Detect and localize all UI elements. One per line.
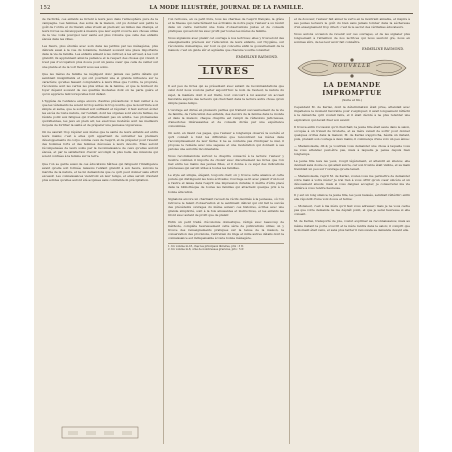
article-paragraph: Les fleurs, plus étudiés avec soin dans les jardins par les ménagères, plus délicats aussi à la vue du botaniste, tiennent souvent une place importante dans la vie de famille. Les enfants aiment à les cultiver, à les arroser, à les voir grandir; ils apprennent ainsi la patience et le respect des choses qui vivent; il n'est pas d'occupation plus douce pour un jeune cœur que celle de veiller sur une plante et de la voir fleurir sous ses soins. [42,44,158,69]
column-divider [289,17,290,444]
article-paragraph: de l'activité, ces enfants se livrent à leurs jeux dans l'atmosphère pure de la campagne. Les femmes, des soins de la maison, ont pu donner aux petits le goût de l'ordre et du travail; elles vivent en plein air, au milieu des champs, et leurs forces se développent à mesure que leur esprit s'ouvre aux choses utiles de la vie; voilà pourquoi leur santé est plus robuste que celle des enfants élevés dans les villes. [42,17,158,42]
article-paragraph: On sent, en lisant ces pages, que l'auteur a longtemps observé la société et qu'il connaît à fond les difficultés que rencontrent les mères dans l'accomplissement de leur tâche; il ne se contente pas d'indiquer le mal, il propose le remède avec une sagesse et une modération qui donnent à ses paroles une autorité incontestable. [168,130,284,152]
article-paragraph: Il est peu de livres qui se présentent avec autant de recommandations que celui dont nous voulons parler aujourd'hui: le nom de l'auteur, la nature du sujet, la manière dont il est traité, tout concourt à lui assurer un accueil favorable auprès des lecteurs qui cherchent dans la lecture autre chose qu'un simple passe-temps. [168,84,284,105]
author-signature: EMMELINE RAYMOND. [362,47,404,52]
page-number: 152 [40,5,51,11]
article-paragraph: On ne saurait trop répéter aux mères que la santé de leurs enfants est entre leurs mains; c'est à elles qu'il appartient de surveiller les premiers développements du corps comme ceux de l'esprit, et de préparer pour l'avenir des hommes forts et des femmes dévouées à leurs devoirs. Elles seront récompensées de leurs soins par la reconnaissance de ceux qu'elles auront élevés, et par la satisfaction d'avoir accompli la plus belle des missions qui soient confiées à la femme sur la terre. [42,130,158,159]
column-left [42,17,158,444]
article-paragraph: Nous signalons avec plaisir cet ouvrage à nos lectrices; elles y trouveront des enseignements précieux sur l'éducation de leurs enfants, sur l'hygiène, sur l'économie domestique, sur tout ce qui concerne enfin le gouvernement de la maison; c'est un guide sûr et agréable que chacune voudra consulter. [168,36,284,53]
column-middle [168,17,284,444]
story-subtitle: (Suite et fin.) [341,98,363,103]
article-paragraph: Que l'on se garde aussi de ces éducations hâtives qui fatiguent l'intelligence avant qu'elle soit formée; laissons l'enfant grandir à son heure, suivons la marche de la nature, et ne lui demandons que ce qu'il peut donner sans effort excessif. Les connaissances viendront en leur temps, et elles seront d'autant plus solides qu'elles auront été acquises sans contrainte ni précipitation. [42,161,158,182]
article-paragraph: Enfin un petit traité d'économie domestique, rédigé avec beaucoup de méthode, complète heureusement cette série de publications utiles; on y trouve des renseignements pratiques sur la tenue de la maison, la conservation des provisions, l'entretien du linge et mille autres détails dont la connaissance est indispensable à toute bonne ménagère. [168,219,284,240]
article-paragraph: — Mademoiselle, dit-il, je voudrais vous demander une chose à laquelle vous ne vous attendez peut-être pas, mais à laquelle je pense depuis bien longtemps. [294,143,410,156]
section-heading-livres: LIVRES [198,65,254,79]
journal-title: LA MODE ILLUSTRÉE, JOURNAL DE LA FAMILLE. [149,5,304,11]
article-paragraph: Il trouva enfin l'occasion qu'il cherchait; la jeune fille était seule dans le salon, occupée à un travail de broderie, et sa mère venait de sortir pour donner quelques ordres dans la maison; M. de Kerlaz s'approcha, hésita un instant, puis, prenant son courage à deux mains, il commença d'une voix un peu émue: [294,124,410,141]
article-paragraph: L'ouvrage est divisé en plusieurs parties qui traitent successivement de la vie de famille, de l'éducation des enfants, des devoirs de la femme dans le monde et dans la maison; chaque chapitre est rempli de réflexions judicieuses, d'anecdotes intéressantes et de conseils dictés par une expérience consommée. [168,107,284,128]
decorative-ornament [42,424,158,442]
footnote: 2. Un volume in-8, orné de nombreuses gravures, prix : 5 fr. [168,248,245,252]
header-rule [40,13,413,14]
article-paragraph: Signalons encore un charmant recueil de récits destinés à la jeunesse, où l'on retrouve le talent d'observation et le sentiment délicat qui ont fait le succès des précédents ouvrages du même auteur; ces histoires, écrites avec une grande simplicité, sont à la fois amusantes et instructives, et les enfants les liront avec autant de profit que de plaisir. [168,196,284,217]
footnote: 1. Un volume in-18, chez les principaux libraires, prix : 3 fr. [168,245,244,249]
article-paragraph: M. de Kerlaz, transporté de joie, voulut exprimer sa reconnaissance; mais au même instant la porte s'ouvrit et la mère rentra dans le salon; il comprit que le moment était venu, et sans plus tarder il renouvela sa demande devant elle. [294,219,410,232]
article-paragraph: Que les mères de famille ne négligent donc jamais ces petits détails qui semblent insignifiants et qui ont pourtant une si grande influence sur le caractère; qu'elles fassent comprendre à leurs filles que l'ordre, la propreté, l'économie sont les vertus les plus utiles de la femme, et que le bonheur du foyer dépend souvent de ces qualités modestes dont on ne parle guère et qu'on apprécie tant lorsqu'elles font défaut. [42,71,158,96]
article-paragraph: l'on retrouve, en ce petit livre, tous les charmes de l'esprit français, la grâce et la finesse qui caractérisent les écrivains de notre pays; l'auteur a su réunir dans un cadre restreint une foule d'observations justes et de conseils pratiques qui seront lus avec profit par toutes les mères de famille. [168,17,284,34]
nouvelle-banner [294,57,410,79]
article-paragraph: Nous aurons occasion de revenir sur ces ouvrages, et de les signaler plus longuement à l'attention de nos lectrices qui nous sauront gré, nous en sommes sûrs, de les leur avoir fait connaître. [294,32,410,45]
article-paragraph: Nous recommandons surtout le chapitre consacré à la lecture: l'auteur y montre combien il importe de choisir avec discernement les livres que l'on met entre les mains des jeunes filles, et il donne à ce sujet des indications précieuses qui seront utiles à toutes les familles. [168,154,284,171]
footnotes [168,243,284,252]
article-paragraph: Cependant M. de Kerlaz, dont la détermination était prise, attendait avec impatience le moment favorable pour s'expliquer; il avait longuement réfléchi à la démarche qu'il voulait faire, et il était décidé à ne plus retarder une explication qui devait fixer son avenir. [294,105,410,122]
banner-label: NOUVELLE [332,63,372,70]
article-paragraph: Le style est simple, élégant, toujours clair; on y trouve cette aisance et cette pureté qui distinguent les bons écrivains; l'ouvrage se lit avec plaisir d'un bout à l'autre et laisse dans l'esprit une impression durable; il mérite d'être placé dans la bibliothèque de toutes les familles qui attachent quelque prix à la bonne éducation. [168,173,284,194]
article-paragraph: — Mademoiselle, reprit M. de Kerlaz, voulez-vous me permettre de demander votre main à votre mère? Je n'ai rien à vous offrir qu'un cœur sincère et un dévouement absolu; mais si vous daignez accepter, je consacrerai ma vie entière à vous rendre heureuse. [294,174,410,191]
article-paragraph: et de douceur, l'auteur fait aimer la vertu en la montrant aimable, et inspire à ses jeunes lecteurs le goût du bien sans jamais tomber dans la sécheresse d'un enseignement trop direct; c'est là le secret des véritables éducateurs. [294,17,410,30]
article-paragraph: — Monsieur, c'est à ma mère qu'il faut vous adresser; mais je ne vous cache pas que votre demande ne me déplaît point, et que je serai heureuse si elle consent. [294,204,410,217]
column-divider [163,17,164,444]
newspaper-page [34,0,419,452]
author-signature: EMMELINE RAYMOND. [236,55,278,60]
column-right [294,17,410,444]
story-title: LA DEMANDE IMPROMPTUE [322,81,382,98]
article-paragraph: L'hygiène de l'enfance exige encore d'autres précautions: il faut veiller à ce que les vêtements ne soient ni trop serrés ni trop lourds, que la nourriture soit simple et saine, que le sommeil soit suffisant et régulier; il faut surtout éviter les excès de toute nature, car l'enfant, dont les organes sont encore faibles, ne résiste point aux fatigues qui n'atteindraient pas un adulte. Les promenades quotidiennes, les jeux en plein air, les exercices modérés sont les meilleurs moyens de fortifier la santé et de préparer une jeunesse vigoureuse. [42,98,158,128]
article-paragraph: Il y eut un long silence; la jeune fille, les yeux baissés, semblait réfléchir; enfin elle répondit d'une voix douce et ferme: [294,193,410,202]
article-paragraph: La jeune fille leva les yeux, rougit légèrement, et attendit en silence; elle devinait sans doute ce qui allait suivre, car son trouble était visible, et sa main tremblait un peu sur l'ouvrage qu'elle tenait. [294,158,410,171]
